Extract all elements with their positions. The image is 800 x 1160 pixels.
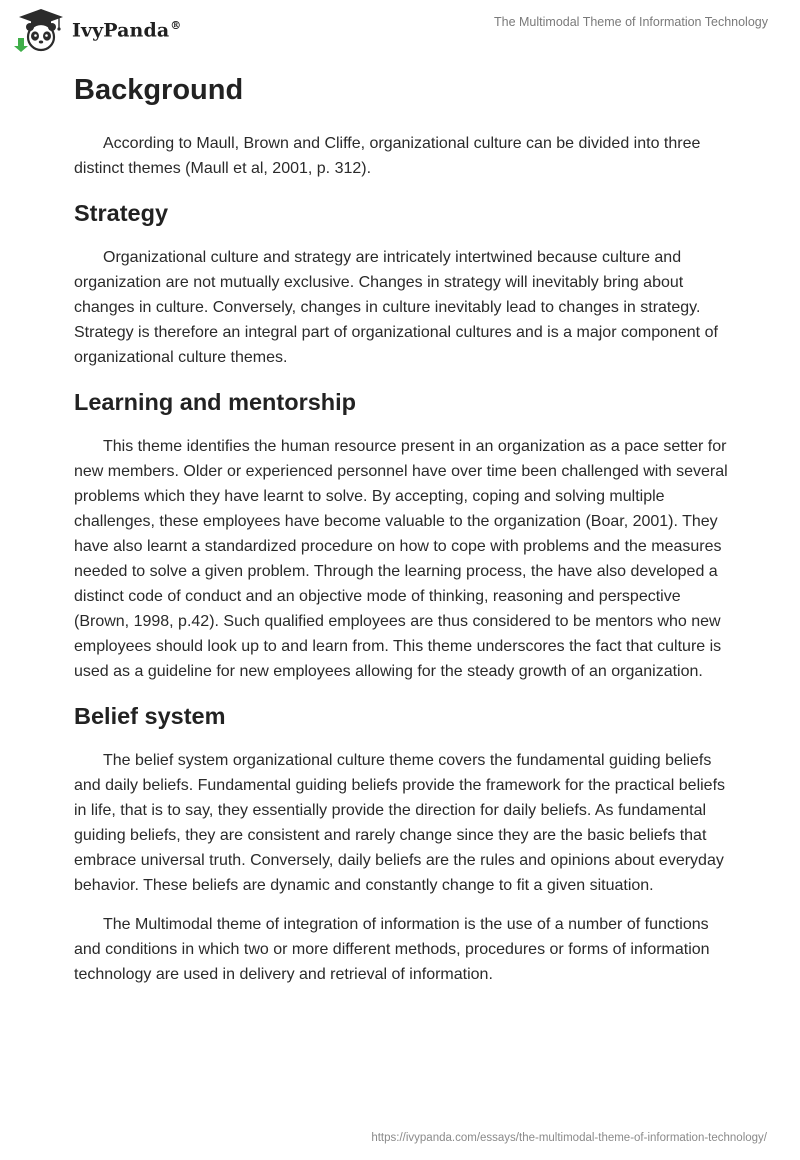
article-body — [74, 68, 730, 987]
section-heading-strategy: Strategy — [74, 200, 169, 226]
paragraph: The belief system organizational culture theme covers the fundamental guiding beliefs and daily beliefs. Fundamental guiding beliefs provide the framework for the practical beliefs in life, that is to say, they essentially provide the direction for daily beliefs. As fundamental guiding beliefs, they are consistent and rarely change since they are the basic beliefs that embrace universal truth. Conversely, daily beliefs are the rules and opinions about everyday behavior. These beliefs are dynamic and constantly change to fit a given situation. — [74, 752, 726, 894]
document-title: The Multimodal Theme of Information Technology — [494, 15, 768, 29]
panda-graduate-icon — [14, 8, 68, 52]
source-url[interactable]: https://ivypanda.com/essays/the-multimodal-theme-of-information-technology/ — [371, 1132, 767, 1144]
ivypanda-logo[interactable] — [14, 8, 181, 52]
paragraph: Organizational culture and strategy are intricately intertwined because culture and organization are not mutually exclusive. Changes in strategy will inevitably bring about changes in culture. Conversely, changes in culture inevitably lead to changes in strategy. Strategy is therefore an integral part of organizational cultures and is a major component of organizational culture themes. — [74, 249, 718, 366]
page-header — [0, 0, 800, 60]
section-heading-learning-and-mentorship: Learning and mentorship — [74, 389, 357, 415]
section-heading-belief-system: Belief system — [74, 703, 226, 729]
brand-name: IvyPanda® — [72, 18, 182, 42]
paragraph: The Multimodal theme of integration of information is the use of a number of functions and conditions in which two or more different methods, procedures or forms of information technology are used in delivery and retrieval of information. — [74, 916, 710, 983]
paragraph: This theme identifies the human resource present in an organization as a pace setter for new members. Older or experienced personnel have over time been challenged with several problems which they have learnt to solve. By accepting, coping and solving multiple challenges, these employees have become valuable to the organization (Boar, 2001). They have also learnt a standardized procedure on how to cope with problems and the measures needed to solve a given problem. Through the learning process, the have also developed a distinct code of conduct and an objective mode of thinking, reasoning and perspective (Brown, 1998, p.42). Such qualified employees are thus considered to be mentors who new employees should look up to and learn from. This theme underscores the fact that culture is used as a guideline for new employees allowing for the steady growth of an organization. — [74, 438, 728, 680]
section-heading-background: Background — [74, 74, 244, 106]
paragraph: According to Maull, Brown and Cliffe, organizational culture can be divided into three distinct themes (Maull et al, 2001, p. 312). — [74, 135, 701, 177]
